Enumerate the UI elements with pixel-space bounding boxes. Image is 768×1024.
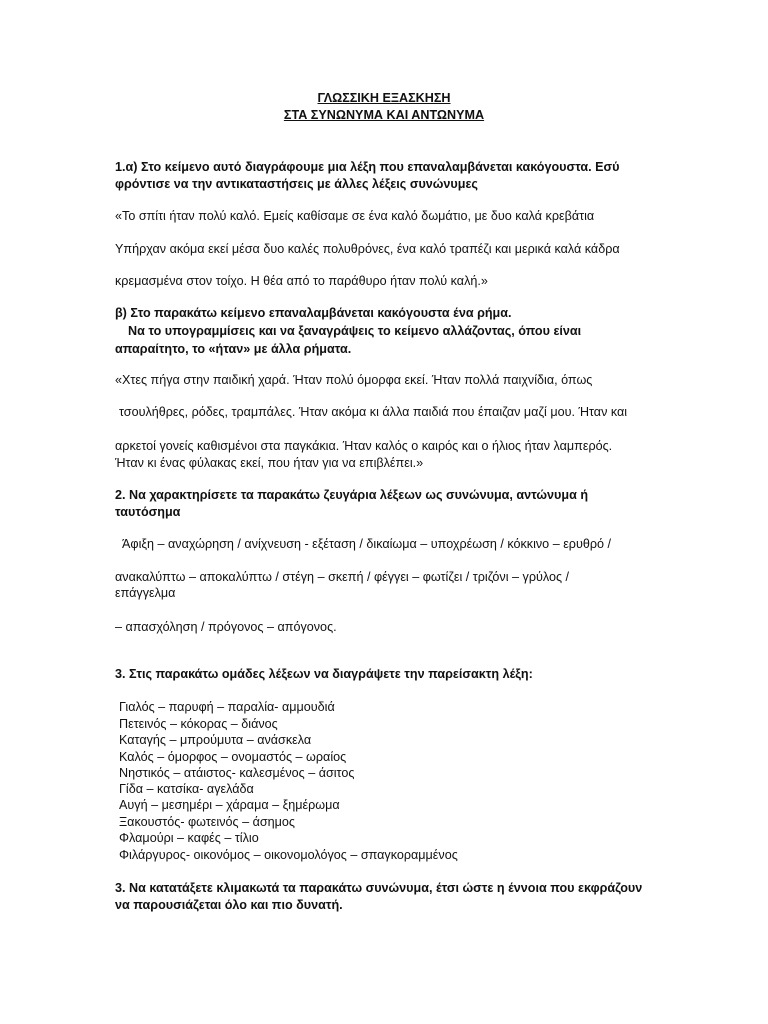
- word-group-item: Νηστικός – ατάιστος- καλεσμένος – άσιτος: [119, 766, 355, 780]
- exercise-4-heading-cont: να παρουσιάζεται όλο και πιο δυνατή.: [115, 898, 343, 912]
- exercise-2-text-line: Άφιξη – αναχώρηση / ανίχνευση - εξέταση / δικαίωμα – υποχρέωση / κόκκινο – ερυθρό /: [122, 537, 612, 551]
- word-group-item: Φιλάργυρος- οικονόμος – οικονομολόγος – σπαγκοραμμένος: [119, 848, 458, 862]
- page-subtitle: ΣΤΑ ΣΥΝΩΝΥΜΑ ΚΑΙ ΑΝΤΩΝΥΜΑ: [283, 108, 485, 122]
- exercise-2-text-line: ανακαλύπτω – αποκαλύπτω / στέγη – σκεπή / φέγγει – φωτίζει / τριζόνι – γρύλος /: [115, 570, 570, 584]
- word-group-item: Ξακουστός- φωτεινός – άσημος: [119, 815, 295, 829]
- exercise-1b-heading: β) Στο παρακάτω κείμενο επαναλαμβάνεται κακόγουστα ένα ρήμα.: [115, 306, 512, 320]
- page-title: ΓΛΩΣΣΙΚΗ ΕΞΑΣΚΗΣΗ: [317, 91, 451, 105]
- exercise-1b-heading-cont: Να το υπογραμμίσεις και να ξαναγράψεις το κείμενο αλλάζοντας, όπου είναι: [128, 324, 582, 338]
- word-group-item: Καταγής – μπρούμυτα – ανάσκελα: [119, 733, 312, 747]
- exercise-1a-text-line: Υπήρχαν ακόμα εκεί μέσα δυο καλές πολυθρόνες, ένα καλό τραπέζι και μερικά καλά κάδρα: [115, 242, 620, 256]
- word-group-item: Πετεινός – κόκορας – διάνος: [119, 717, 278, 731]
- word-group-item: Καλός – όμορφος – ονομαστός – ωραίος: [119, 750, 347, 764]
- exercise-1b-text-line: αρκετοί γονείς καθισμένοι στα παγκάκια. Ήταν καλός ο καιρός και ο ήλιος ήταν λαμπερός.: [115, 439, 613, 453]
- exercise-2-text-line: – απασχόληση / πρόγονος – απόγονος.: [115, 620, 337, 634]
- exercise-3-heading: 3. Στις παρακάτω ομάδες λέξεων να διαγράψετε την παρείσακτη λέξη:: [115, 667, 533, 681]
- exercise-1b-text-line: τσουλήθρες, ρόδες, τραμπάλες. Ήταν ακόμα κι άλλα παιδιά που έπαιζαν μαζί μου. Ήταν και: [119, 405, 628, 419]
- word-group-item: Φλαμούρι – καφές – τίλιο: [119, 831, 259, 845]
- exercise-4-heading: 3. Να κατατάξετε κλιμακωτά τα παρακάτω συνώνυμα, έτσι ώστε η έννοια που εκφράζουν: [115, 881, 643, 895]
- exercise-2-text-line: επάγγελμα: [115, 586, 176, 600]
- exercise-1a-text-line: κρεμασμένα στον τοίχο. Η θέα από το παράθυρο ήταν πολύ καλή.»: [115, 274, 488, 288]
- exercise-1a-text-line: «Το σπίτι ήταν πολύ καλό. Εμείς καθίσαμε σε ένα καλό δωμάτιο, με δυο καλά κρεβάτια: [115, 209, 595, 223]
- exercise-1b-text-line: Ήταν κι ένας φύλακας εκεί, που ήταν για να επιβλέπει.»: [115, 456, 424, 470]
- word-group-item: Γιαλός – παρυφή – παραλία- αμμουδιά: [119, 700, 335, 714]
- word-group-item: Αυγή – μεσημέρι – χάραμα – ξημέρωμα: [119, 798, 340, 812]
- exercise-2-heading-cont: ταυτόσημα: [115, 505, 181, 519]
- exercise-1b-text-line: «Χτες πήγα στην παιδική χαρά. Ήταν πολύ όμορφα εκεί. Ήταν πολλά παιχνίδια, όπως: [115, 373, 593, 387]
- exercise-1a-heading-cont: φρόντισε να την αντικαταστήσεις με άλλες λέξεις συνώνυμες: [115, 177, 478, 191]
- exercise-1b-heading-cont: απαραίτητο, το «ήταν» με άλλα ρήματα.: [115, 342, 352, 356]
- exercise-1a-heading: 1.α) Στο κείμενο αυτό διαγράφουμε μια λέξη που επαναλαμβάνεται κακόγουστα. Εσύ: [115, 160, 620, 174]
- word-group-item: Γίδα – κατσίκα- αγελάδα: [119, 782, 254, 796]
- exercise-2-heading: 2. Να χαρακτηρίσετε τα παρακάτω ζευγάρια λέξεων ως συνώνυμα, αντώνυμα ή: [115, 488, 589, 502]
